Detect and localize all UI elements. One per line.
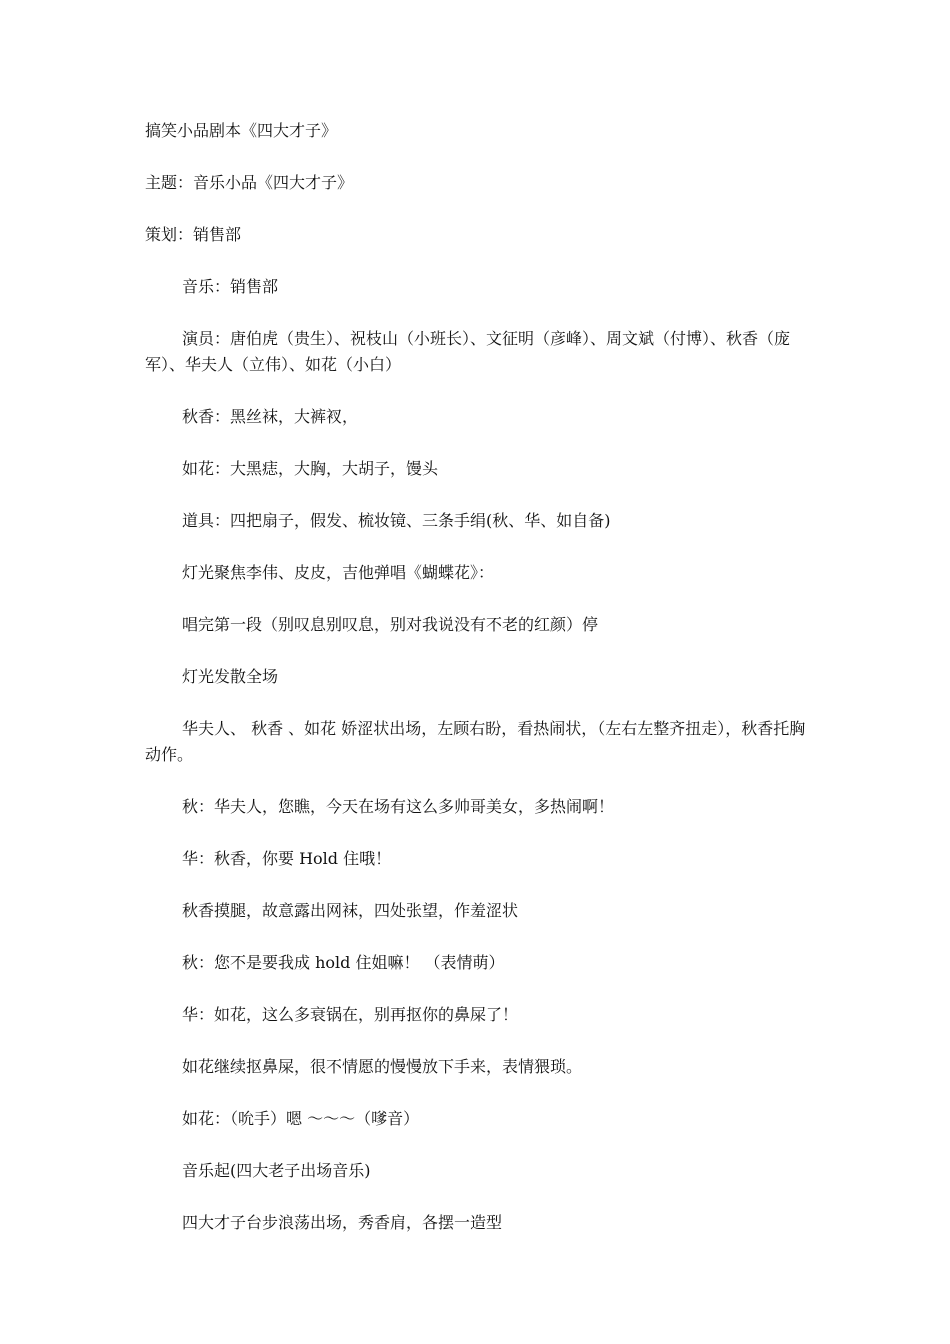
line-lighting-focus: 灯光聚焦李伟、皮皮，吉他弹唱《蝴蝶花》： — [182, 563, 495, 582]
line-theme: 主题：音乐小品《四大才子》 — [145, 173, 354, 192]
line-entrance: 华夫人、 秋香 、如花 娇涩状出场，左顾右盼，看热闹状，（左右左整齐扭走），秋香托胸动作。 — [145, 719, 806, 764]
dialogue-line: 秋：华夫人，您瞧，今天在场有这么多帅哥美女，多热闹啊！ — [182, 797, 615, 816]
line-ruhua-costume: 如花：大黑痣，大胸，大胡子，馒头 — [182, 459, 439, 478]
line-music: 音乐：销售部 — [182, 277, 279, 296]
line-props: 道具：四把扇子，假发、梳妆镜、三条手绢(秋、华、如自备) — [182, 511, 611, 530]
stage-direction: 音乐起(四大老子出场音乐) — [182, 1161, 371, 1180]
dialogue-line: 华：秋香，你要 Hold 住哦！ — [182, 849, 392, 868]
line-cast: 演员：唐伯虎（贵生）、祝枝山（小班长）、文征明（彦峰）、周文斌（付博）、秋香（庞军）、华夫人（立伟）、如花（小白） — [145, 329, 791, 374]
line-qiuxiang-costume: 秋香：黑丝袜，大裤衩， — [182, 407, 359, 426]
stage-direction: 四大才子台步浪荡出场，秀香肩，各摆一造型 — [182, 1213, 503, 1232]
dialogue-line: 如花：（吮手）嗯 ～～～（嗲音） — [182, 1109, 420, 1128]
stage-direction: 秋香摸腿，故意露出网袜，四处张望，作羞涩状 — [182, 901, 519, 920]
line-planning: 策划：销售部 — [145, 225, 242, 244]
dialogue-line: 华：如花，这么多衰锅在，别再抠你的鼻屎了！ — [182, 1005, 519, 1024]
dialogue-line: 秋：您不是要我成 hold 住姐嘛！ （表情萌） — [182, 953, 505, 972]
stage-direction: 如花继续抠鼻屎，很不情愿的慢慢放下手来，表情猥琐。 — [182, 1057, 583, 1076]
document-title: 搞笑小品剧本《四大才子》 — [145, 121, 338, 140]
line-lighting-spread: 灯光发散全场 — [182, 667, 279, 686]
line-song-stop: 唱完第一段（别叹息别叹息，别对我说没有不老的红颜）停 — [182, 615, 599, 634]
document-body — [145, 118, 807, 1262]
